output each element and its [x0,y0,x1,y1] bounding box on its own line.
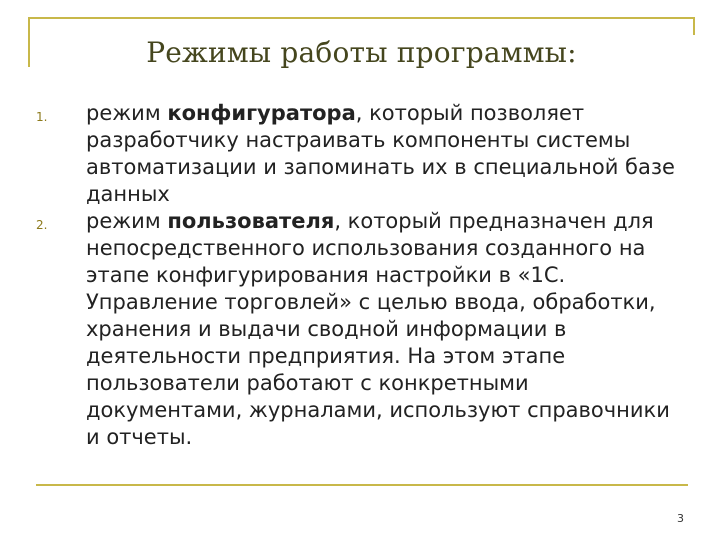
list-item-2-rest: , который предназначен для непосредственного использования созданного на этапе конфигурирования настройки в «1С. Управление торговлей» с целью ввода, обработки, хранения и выдачи сводной информации в деятельности предприятия. На этом этапе пользователи работают с конкретными документами, журналами, используют справочники и отчеты. [86,209,670,449]
list-item-2-number: 2. [36,218,48,232]
frame-top-border [28,17,695,19]
list-item-1-lead: режим [86,101,168,125]
list-item-1-number: 1. [36,110,48,124]
slide-content [36,100,696,451]
list-item-2 [36,208,696,451]
frame-right-border [693,17,695,35]
list-item-1 [36,100,696,208]
list-item-2-keyword: пользователя [167,209,335,233]
bottom-divider [36,484,688,486]
list-item-2-lead: режим [86,209,168,233]
list-item-1-rest: , который позволяет разработчику настраивать компоненты системы автоматизации и запоминать их в специальной базе данных [86,101,675,206]
list-item-1-text [86,100,686,208]
list-item-1-keyword: конфигуратора [167,101,356,125]
list-item-2-text [86,208,686,451]
slide-title: Режимы работы программы: [146,36,577,69]
page-number: 3 [677,512,684,525]
